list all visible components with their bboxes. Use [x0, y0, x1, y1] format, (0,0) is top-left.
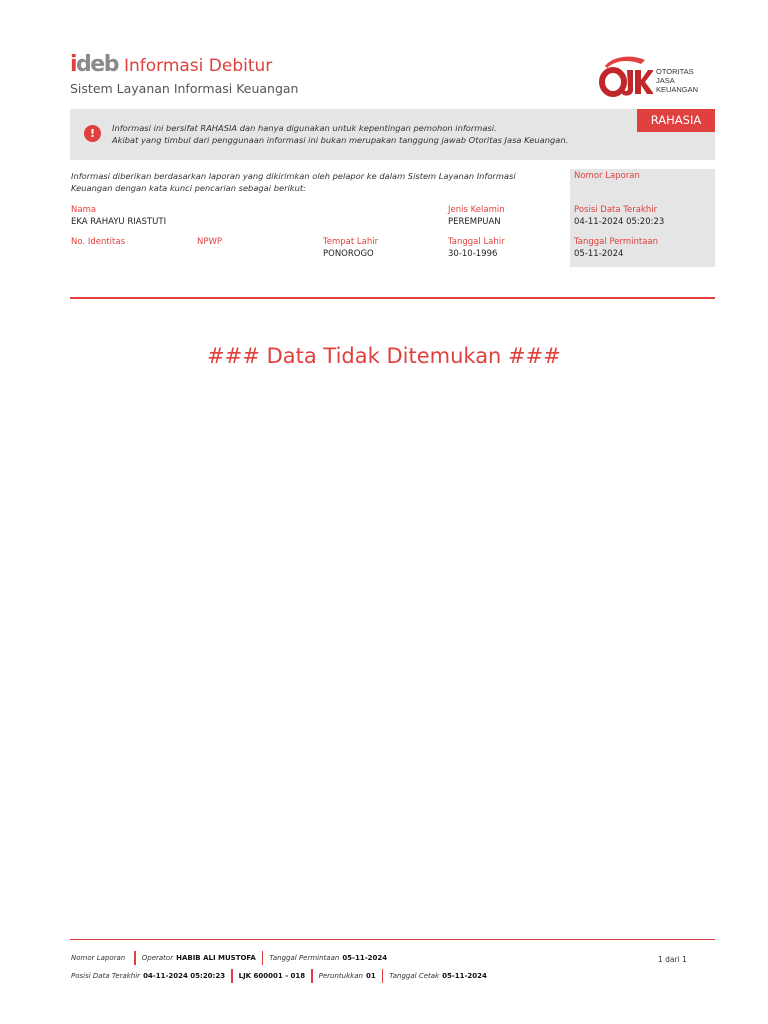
exclamation-icon: ! [84, 125, 101, 142]
footer-operator-value: HABIB ALI MUSTOFA [176, 954, 256, 962]
footer-nomor-laporan [71, 954, 128, 962]
ideb-logo-deb: deb [76, 52, 118, 77]
notice-line-1: Informasi ini bersifat RAHASIA dan hanya digunakan untuk kepentingan pemohon informasi. [112, 123, 497, 133]
ojk-text-line1: OTORITAS [656, 67, 694, 76]
footer-tanggal-cetak [389, 972, 487, 980]
section-divider [70, 297, 715, 299]
footer-tanggal-cetak-value: 05-11-2024 [442, 972, 487, 980]
ojk-text-line2: JASA [656, 76, 675, 85]
report-header [70, 52, 715, 102]
tempat-lahir-value: PONOROGO [323, 249, 374, 259]
footer-posisi-data [71, 972, 225, 980]
footer-tanggal-cetak-label: Tanggal Cetak [389, 972, 440, 980]
info-description: Informasi diberikan berdasarkan laporan yang dikirimkan oleh pelapor ke dalam Sistem Layanan Informasi Keuangan dengan kata kunci pencarian sebagai berikut: [71, 171, 516, 193]
footer-separator [231, 969, 233, 983]
tanggal-lahir-value: 30-10-1996 [448, 249, 498, 259]
footer-row-1 [71, 951, 387, 965]
ojk-logo-text [656, 67, 698, 94]
footer-separator [262, 951, 264, 965]
posisi-data-value: 04-11-2024 05:20:23 [574, 217, 665, 227]
footer-posisi-data-label: Posisi Data Terakhir [71, 972, 141, 980]
ojk-logo-mark [597, 54, 653, 98]
footer-tanggal-permintaan [269, 954, 387, 962]
page-number: 1 dari 1 [658, 955, 687, 964]
footer-posisi-data-value: 04-11-2024 05:20:23 [143, 972, 226, 980]
page-subtitle: Sistem Layanan Informasi Keuangan [70, 81, 299, 96]
brand [70, 52, 272, 77]
footer-separator [311, 969, 313, 983]
footer-separator [134, 951, 136, 965]
confidential-badge: RAHASIA [637, 109, 715, 132]
footer-peruntukkan-label: Peruntukkan [318, 972, 363, 980]
footer-operator-label: Operator [141, 954, 174, 962]
jenis-kelamin-label: Jenis Kelamin [448, 205, 505, 215]
tanggal-permintaan-label: Tanggal Permintaan [574, 237, 659, 247]
notice-line-2: Akibat yang timbul dari penggunaan informasi ini bukan merupakan tanggung jawab Otoritas Jasa Keuangan. [112, 135, 569, 145]
nama-label: Nama [71, 205, 97, 215]
no-identitas-label: No. Identitas [71, 237, 125, 247]
footer-peruntukkan-value: 01 [365, 972, 376, 980]
page-title: Informasi Debitur [123, 56, 273, 76]
ojk-text-line3: KEUANGAN [656, 85, 699, 94]
tanggal-lahir-label: Tanggal Lahir [448, 237, 505, 247]
nomor-laporan-label: Nomor Laporan [574, 171, 640, 181]
footer-separator [382, 969, 384, 983]
ojk-logo [597, 52, 715, 98]
footer-tanggal-permintaan-value: 05-11-2024 [342, 954, 388, 962]
tempat-lahir-label: Tempat Lahir [323, 237, 379, 247]
ideb-logo-i: i [70, 52, 77, 77]
footer-nomor-laporan-label: Nomor Laporan [71, 954, 126, 962]
footer-divider [70, 939, 715, 940]
posisi-data-label: Posisi Data Terakhir [574, 205, 658, 215]
ideb-logo [70, 52, 118, 77]
tanggal-permintaan-value: 05-11-2024 [574, 249, 624, 259]
jenis-kelamin-value: PEREMPUAN [448, 217, 501, 227]
confidential-notice [70, 109, 715, 160]
no-data-message: ### Data Tidak Ditemukan ### [207, 344, 561, 368]
footer-ljk [239, 972, 306, 980]
footer-operator [142, 954, 256, 962]
nama-value: EKA RAHAYU RIASTUTI [71, 217, 167, 227]
footer-ljk-value: LJK 600001 - 018 [238, 972, 306, 980]
footer-tanggal-permintaan-label: Tanggal Permintaan [269, 954, 340, 962]
footer-row-2 [71, 969, 487, 983]
npwp-label: NPWP [197, 237, 223, 247]
footer-peruntukkan [319, 972, 376, 980]
